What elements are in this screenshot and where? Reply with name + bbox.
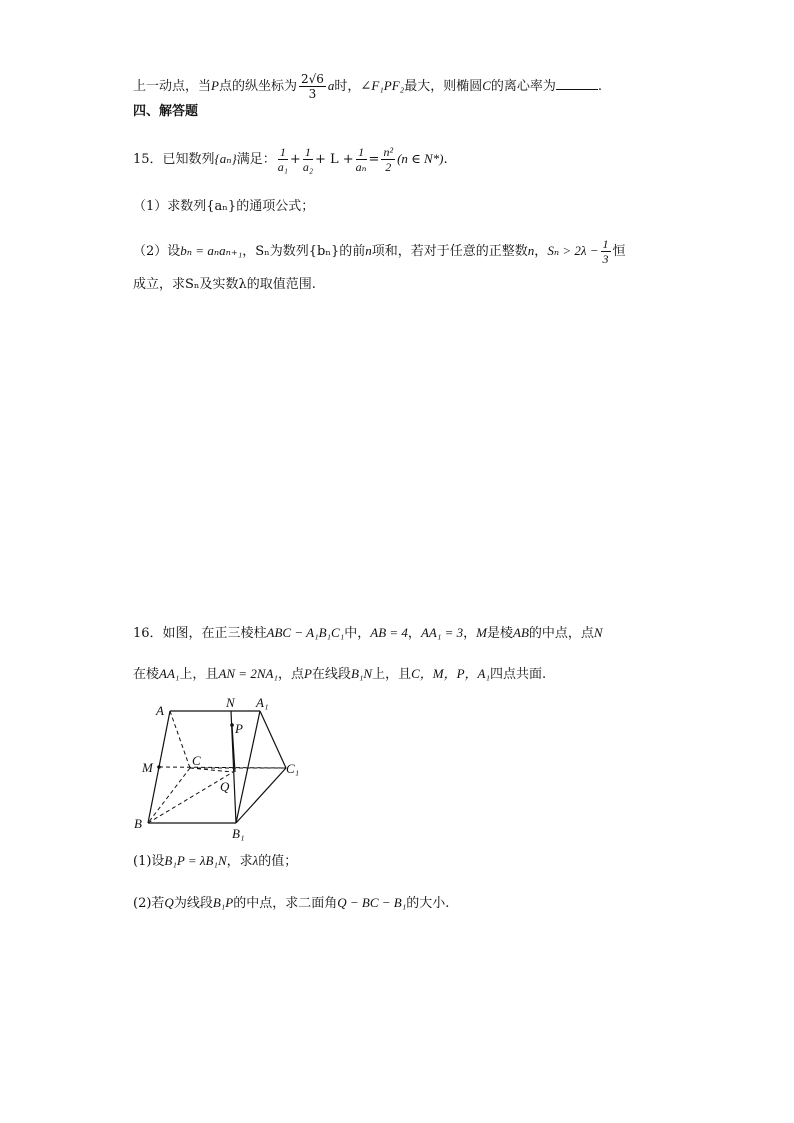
vector-expr: B₁P = λB₁N [164, 853, 227, 868]
q15-frac1: $\frac{1}{\text{a₁}}$ [277, 145, 288, 174]
q15-part1: （1）求数列{aₙ}的通项公式； [133, 199, 315, 214]
q15-part2-line2: 成立，求Sₙ及实数λ的取值范围. [133, 277, 316, 292]
top-suffix: 的离心率为 [490, 79, 556, 94]
q15-stem: 15．已知数列{aₙ}满足： $\frac{1}{\text{a₁}}$ + $\frac{1}{\text{a₂}}$ + L + $\frac{1}{\text{aₙ}}$ = $\frac{\text{n²}}{2}$ (n ∈ N*). [133, 145, 448, 174]
top-mid2: 时，∠ [334, 79, 372, 94]
label-c: C [192, 753, 201, 768]
var-p: P [211, 78, 219, 93]
q16-line1: 16．如图，在正三棱柱ABC − A₁B₁C₁中，AB = 4，AA₁ = 3，M是棱AB的中点，点N [133, 625, 603, 641]
coordinate-fraction: $\frac{2√6}{3}$ [300, 72, 324, 101]
q15-bn: bₙ = aₙaₙ₊₁ [180, 243, 243, 258]
q15-ineq: Sₙ > 2λ − [547, 243, 599, 258]
label-a: A [156, 703, 164, 718]
q15-intro: 15．已知数列 [133, 152, 215, 167]
q15-rhs: $\frac{\text{n²}}{2}$ [383, 145, 394, 174]
q15-seq: {aₙ} [214, 151, 237, 166]
q15-part2: （2）设bₙ = aₙaₙ₊₁，Sₙ为数列{bₙ}的前n项和，若对于任意的正整数n，Sₙ > 2λ − $\frac{1}{3}$ 恒 [133, 237, 626, 266]
q15-satisfies: 满足： [236, 152, 276, 167]
label-q: Q [220, 779, 230, 794]
angle-expr: F₁PF₂ [371, 78, 405, 93]
top-end: . [597, 79, 603, 94]
q16-part1: (1)设B₁P = λB₁N，求λ的值； [133, 853, 298, 869]
label-m: M [142, 760, 153, 775]
q16-line2: 在棱AA₁上，且AN = 2NA₁，点P在线段B₁N上，且C，M，P，A₁四点共面. [133, 666, 547, 682]
q16-part2: (2)若Q为线段B₁P的中点，求二面角Q − BC − B₁的大小. [133, 895, 450, 911]
edge-m-c1 [159, 767, 286, 768]
label-n: N [226, 695, 235, 710]
q15-ellipsis: + L + [314, 152, 354, 167]
label-b1: B₁ [232, 826, 245, 841]
edge-a-c [170, 711, 190, 768]
edge-c-b [148, 768, 190, 823]
q15-period: . [443, 152, 448, 167]
q15-ineq-frac: $\frac{1}{3}$ [602, 237, 609, 266]
point-m-dot [157, 765, 161, 769]
label-p: P [235, 721, 243, 736]
top-mid1: 点的纵坐标为 [218, 79, 297, 94]
top-mid3: 最大，则椭圆 [404, 79, 483, 94]
top-line [133, 72, 602, 101]
answer-blank [556, 77, 598, 90]
label-a1: A₁ [256, 695, 269, 710]
q15-frac2: $\frac{1}{\text{a₂}}$ [302, 145, 313, 174]
edge-a1-c1 [260, 711, 286, 768]
var-c: C [482, 78, 491, 93]
point-p-dot [230, 723, 234, 727]
q15-frac3: $\frac{1}{\text{aₙ}}$ [355, 145, 367, 174]
prism-figure [128, 695, 318, 845]
label-c1: C₁ [286, 761, 300, 776]
section-heading: 四、解答题 [133, 104, 199, 119]
edge-c1-b1 [236, 768, 286, 823]
top-prefix: 上一动点，当 [133, 79, 212, 94]
q15-domain: (n ∈ N*) [397, 151, 444, 166]
var-a: a [327, 78, 335, 93]
label-b: B [134, 816, 142, 831]
edge-c-q [190, 768, 233, 772]
